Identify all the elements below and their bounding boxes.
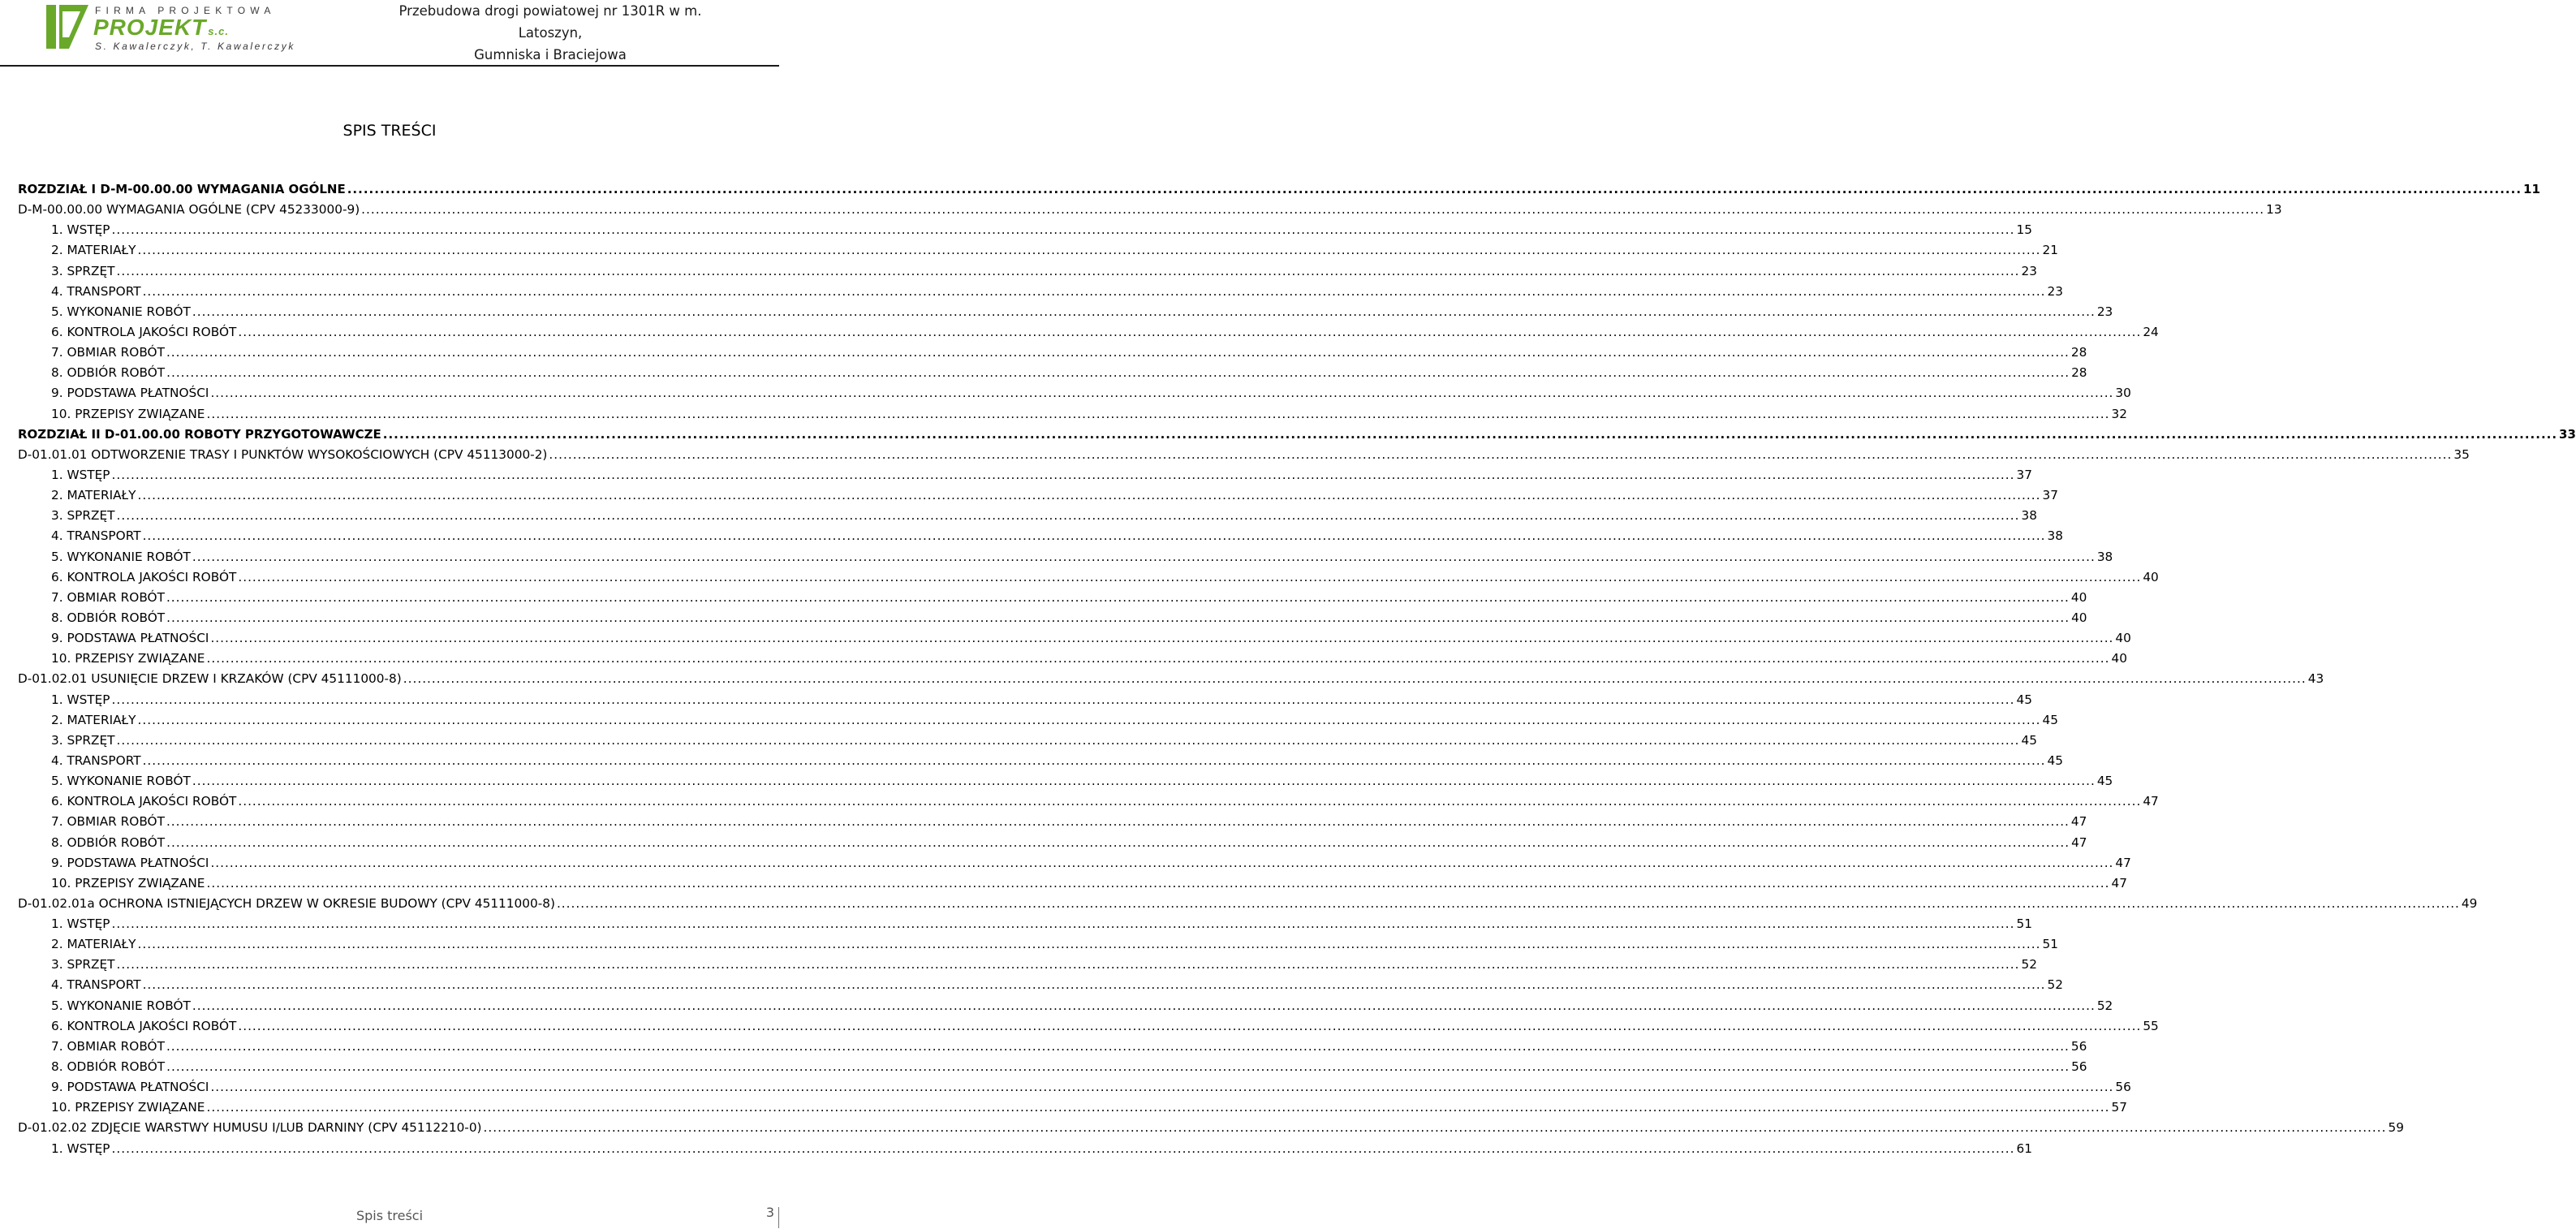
toc-entry[interactable]: [18, 240, 2058, 261]
toc-entry[interactable]: [18, 771, 2113, 791]
toc-leader-dots: ................................................................................................................................................................................................................................................................................................................................................................................................................: [382, 426, 2558, 442]
toc-leader-dots: ................................................................................................................................................................................................................................................................................................................................................................................................................: [206, 1100, 2110, 1115]
toc-entry-page: 38: [2096, 549, 2113, 564]
toc-leader-dots: ................................................................................................................................................................................................................................................................................................................................................................................................................: [192, 774, 2096, 789]
toc-entry-title: D-01.02.01 USUNIĘCIE DRZEW I KRZAKÓW (CPV 45111000-8): [18, 671, 402, 687]
toc-entry-title: 7. OBMIAR ROBÓT: [51, 814, 165, 830]
table-of-contents: [18, 179, 2576, 1159]
toc-entry-page: 37: [2016, 467, 2032, 482]
toc-leader-dots: ................................................................................................................................................................................................................................................................................................................................................................................................................: [116, 508, 2020, 524]
toc-entry-title: 9. PODSTAWA PŁATNOŚCI: [51, 386, 209, 401]
toc-leader-dots: ................................................................................................................................................................................................................................................................................................................................................................................................................: [137, 243, 2041, 258]
toc-entry[interactable]: [18, 894, 2478, 914]
toc-entry[interactable]: [18, 1037, 2087, 1057]
toc-entry-page: 23: [2047, 283, 2064, 299]
document-title-line-1: Przebudowa drogi powiatowej nr 1301R w m. Latoszyn,: [398, 3, 702, 41]
toc-entry-page: 13: [2266, 202, 2282, 218]
toc-leader-dots: ................................................................................................................................................................................................................................................................................................................................................................................................................: [137, 937, 2041, 952]
toc-entry[interactable]: [18, 914, 2032, 934]
toc-entry[interactable]: [18, 628, 2131, 649]
logo-names-text: S. Kawalerczyk, T. Kawalerczyk: [95, 41, 295, 52]
toc-entry-title: D-01.01.01 ODTWORZENIE TRASY I PUNKTÓW WYSOKOŚCIOWYCH (CPV 45113000-2): [18, 446, 548, 462]
toc-entry-page: 33: [2559, 426, 2576, 442]
toc-entry[interactable]: [18, 791, 2159, 812]
toc-entry[interactable]: [18, 608, 2087, 628]
footer-divider: [778, 1207, 779, 1228]
toc-entry[interactable]: [18, 833, 2087, 853]
toc-leader-dots: ................................................................................................................................................................................................................................................................................................................................................................................................................: [483, 1120, 2387, 1136]
toc-entry-title: 5. WYKONANIE ROBÓT: [51, 774, 191, 789]
toc-entry-title: 1. WSTĘP: [51, 467, 110, 482]
toc-entry-title: 7. OBMIAR ROBÓT: [51, 1038, 165, 1054]
toc-entry-page: 40: [2143, 569, 2159, 584]
toc-leader-dots: ................................................................................................................................................................................................................................................................................................................................................................................................................: [116, 263, 2020, 278]
toc-entry-page: 38: [2047, 528, 2064, 544]
toc-leader-dots: ................................................................................................................................................................................................................................................................................................................................................................................................................: [116, 732, 2020, 748]
toc-entry-title: 1. WSTĘP: [51, 916, 110, 932]
toc-entry-title: 10. PRZEPISY ZWIĄZANE: [51, 1100, 205, 1115]
toc-leader-dots: ................................................................................................................................................................................................................................................................................................................................................................................................................: [210, 631, 2114, 646]
toc-entry-title: 2. MATERIAŁY: [51, 937, 136, 952]
toc-leader-dots: ................................................................................................................................................................................................................................................................................................................................................................................................................: [111, 1141, 2015, 1156]
toc-entry[interactable]: [18, 1077, 2131, 1097]
toc-entry-title: 9. PODSTAWA PŁATNOŚCI: [51, 855, 209, 870]
toc-entry-title: 6. KONTROLA JAKOŚCI ROBÓT: [51, 569, 237, 584]
toc-entry-title: 8. ODBIÓR ROBÓT: [51, 834, 166, 850]
toc-entry[interactable]: [18, 975, 2064, 995]
footer-label: Spis treści: [355, 1208, 424, 1223]
toc-entry-page: 52: [2047, 977, 2064, 993]
toc-entry[interactable]: [18, 690, 2032, 710]
toc-entry-page: 11: [2523, 182, 2540, 196]
toc-leader-dots: ................................................................................................................................................................................................................................................................................................................................................................................................................: [210, 386, 2114, 401]
toc-entry-page: 24: [2143, 324, 2159, 339]
toc-entry-page: 47: [2111, 875, 2127, 890]
toc-leader-dots: ................................................................................................................................................................................................................................................................................................................................................................................................................: [192, 304, 2096, 319]
toc-entry[interactable]: [18, 649, 2127, 669]
toc-entry-title: D-01.02.02 ZDJĘCIE WARSTWY HUMUSU I/LUB DARNINY (CPV 45112210-0): [18, 1120, 482, 1136]
toc-leader-dots: ................................................................................................................................................................................................................................................................................................................................................................................................................: [238, 324, 2142, 339]
toc-entry-title: 1. WSTĘP: [51, 1141, 110, 1156]
toc-entry-page: 56: [2115, 1080, 2131, 1095]
toc-entry[interactable]: [18, 996, 2113, 1016]
toc-entry[interactable]: [18, 465, 2032, 485]
toc-entry-page: 61: [2016, 1141, 2032, 1156]
toc-entry-title: 2. MATERIAŁY: [51, 488, 136, 503]
toc-entry[interactable]: [18, 1139, 2032, 1159]
toc-entry-title: ROZDZIAŁ I D-M-00.00.00 WYMAGANIA OGÓLNE: [18, 182, 346, 196]
toc-entry-page: 55: [2143, 1018, 2159, 1033]
toc-entry[interactable]: [18, 261, 2037, 282]
toc-entry-page: 47: [2115, 855, 2131, 870]
toc-entry[interactable]: [18, 751, 2064, 771]
toc-entry-page: 56: [2070, 1038, 2087, 1054]
toc-entry-page: 51: [2042, 937, 2058, 952]
toc-entry-title: 2. MATERIAŁY: [51, 243, 136, 258]
toc-entry[interactable]: [18, 200, 2282, 220]
toc-leader-dots: ................................................................................................................................................................................................................................................................................................................................................................................................................: [142, 977, 2046, 993]
toc-leader-dots: ................................................................................................................................................................................................................................................................................................................................................................................................................: [361, 202, 2265, 218]
toc-leader-dots: ................................................................................................................................................................................................................................................................................................................................................................................................................: [111, 916, 2015, 932]
toc-leader-dots: ................................................................................................................................................................................................................................................................................................................................................................................................................: [142, 283, 2046, 299]
toc-entry[interactable]: [18, 1057, 2087, 1077]
toc-entry[interactable]: [18, 322, 2159, 343]
toc-leader-dots: ................................................................................................................................................................................................................................................................................................................................................................................................................: [142, 752, 2046, 768]
toc-entry[interactable]: [18, 588, 2087, 608]
toc-leader-dots: ................................................................................................................................................................................................................................................................................................................................................................................................................: [556, 895, 2460, 911]
toc-leader-dots: ................................................................................................................................................................................................................................................................................................................................................................................................................: [137, 488, 2041, 503]
toc-entry[interactable]: [18, 485, 2058, 506]
toc-entry-title: 4. TRANSPORT: [51, 528, 141, 544]
toc-entry-title: 10. PRZEPISY ZWIĄZANE: [51, 651, 205, 666]
toc-entry-title: 10. PRZEPISY ZWIĄZANE: [51, 406, 205, 421]
toc-entry-title: 6. KONTROLA JAKOŚCI ROBÓT: [51, 794, 237, 809]
page-number: 3: [765, 1205, 774, 1220]
toc-entry-title: 4. TRANSPORT: [51, 977, 141, 993]
toc-entry[interactable]: [18, 179, 2540, 200]
toc-leader-dots: ................................................................................................................................................................................................................................................................................................................................................................................................................: [238, 569, 2142, 584]
toc-entry[interactable]: [18, 506, 2037, 526]
toc-entry-title: 6. KONTROLA JAKOŚCI ROBÓT: [51, 1018, 237, 1033]
toc-entry[interactable]: [18, 404, 2127, 425]
toc-entry-title: 4. TRANSPORT: [51, 752, 141, 768]
toc-entry[interactable]: [18, 425, 2576, 445]
company-logo: [45, 3, 295, 54]
toc-leader-dots: ................................................................................................................................................................................................................................................................................................................................................................................................................: [347, 182, 2522, 196]
toc-entry-title: 4. TRANSPORT: [51, 283, 141, 299]
toc-entry-page: 35: [2453, 446, 2470, 462]
toc-entry-title: 5. WYKONANIE ROBÓT: [51, 549, 191, 564]
toc-leader-dots: ................................................................................................................................................................................................................................................................................................................................................................................................................: [549, 446, 2453, 462]
toc-leader-dots: ................................................................................................................................................................................................................................................................................................................................................................................................................: [206, 406, 2110, 421]
logo-mark-icon: [45, 3, 90, 50]
toc-leader-dots: ................................................................................................................................................................................................................................................................................................................................................................................................................: [166, 1059, 2070, 1075]
document-title: [372, 0, 729, 66]
toc-leader-dots: ................................................................................................................................................................................................................................................................................................................................................................................................................: [192, 549, 2096, 564]
toc-entry[interactable]: [18, 220, 2032, 240]
toc-entry-page: 45: [2016, 692, 2032, 707]
toc-entry[interactable]: [18, 1097, 2127, 1118]
toc-leader-dots: ................................................................................................................................................................................................................................................................................................................................................................................................................: [166, 814, 2070, 830]
toc-entry[interactable]: [18, 363, 2087, 383]
toc-entry-page: 40: [2115, 631, 2131, 646]
toc-leader-dots: ................................................................................................................................................................................................................................................................................................................................................................................................................: [111, 467, 2015, 482]
toc-entry[interactable]: [18, 343, 2087, 363]
toc-entry-page: 28: [2070, 345, 2087, 360]
toc-entry[interactable]: [18, 669, 2324, 689]
toc-entry-page: 47: [2143, 794, 2159, 809]
toc-entry[interactable]: [18, 873, 2127, 894]
toc-title: SPIS TREŚCI: [342, 122, 437, 140]
toc-entry-title: 1. WSTĘP: [51, 222, 110, 238]
toc-leader-dots: ................................................................................................................................................................................................................................................................................................................................................................................................................: [111, 222, 2015, 238]
toc-entry[interactable]: [18, 383, 2131, 403]
header-divider: [0, 65, 779, 67]
toc-entry-page: 30: [2115, 386, 2131, 401]
toc-entry-title: 9. PODSTAWA PŁATNOŚCI: [51, 1080, 209, 1095]
toc-entry-page: 47: [2071, 834, 2087, 850]
toc-leader-dots: ................................................................................................................................................................................................................................................................................................................................................................................................................: [403, 671, 2307, 687]
toc-entry-title: D-01.02.01a OCHRONA ISTNIEJĄCYCH DRZEW W OKRESIE BUDOWY (CPV 45111000-8): [18, 895, 555, 911]
toc-entry-page: 15: [2016, 222, 2032, 238]
toc-entry-page: 52: [2096, 998, 2113, 1013]
toc-entry[interactable]: [18, 1118, 2404, 1138]
toc-entry[interactable]: [18, 934, 2058, 955]
toc-entry-title: 2. MATERIAŁY: [51, 712, 136, 727]
logo-brand-text: [93, 15, 229, 41]
toc-leader-dots: ................................................................................................................................................................................................................................................................................................................................................................................................................: [210, 855, 2114, 870]
toc-entry-page: 45: [2096, 774, 2113, 789]
toc-entry-title: 3. SPRZĘT: [51, 732, 115, 748]
toc-entry[interactable]: [18, 812, 2087, 832]
toc-entry-title: 5. WYKONANIE ROBÓT: [51, 998, 191, 1013]
toc-entry-page: 56: [2071, 1059, 2087, 1075]
toc-entry-title: 5. WYKONANIE ROBÓT: [51, 304, 191, 319]
page-header: [0, 0, 779, 65]
toc-entry[interactable]: [18, 445, 2470, 465]
toc-entry-title: 8. ODBIÓR ROBÓT: [51, 1059, 166, 1075]
toc-leader-dots: ................................................................................................................................................................................................................................................................................................................................................................................................................: [166, 345, 2070, 360]
toc-entry-page: 21: [2042, 243, 2058, 258]
toc-entry[interactable]: [18, 955, 2037, 975]
toc-entry-page: 40: [2070, 589, 2087, 605]
toc-entry-page: 40: [2071, 610, 2087, 625]
toc-leader-dots: ................................................................................................................................................................................................................................................................................................................................................................................................................: [166, 1038, 2070, 1054]
logo-firma-text: FIRMA PROJEKTOWA: [95, 5, 276, 16]
toc-leader-dots: ................................................................................................................................................................................................................................................................................................................................................................................................................: [137, 712, 2041, 727]
toc-leader-dots: ................................................................................................................................................................................................................................................................................................................................................................................................................: [166, 365, 2070, 381]
toc-entry-title: 1. WSTĘP: [51, 692, 110, 707]
toc-entry-page: 37: [2042, 488, 2058, 503]
toc-entry-title: D-M-00.00.00 WYMAGANIA OGÓLNE (CPV 45233000-9): [18, 202, 360, 218]
toc-entry-title: 10. PRZEPISY ZWIĄZANE: [51, 875, 205, 890]
toc-leader-dots: ................................................................................................................................................................................................................................................................................................................................................................................................................: [116, 957, 2020, 972]
toc-entry[interactable]: [18, 282, 2064, 302]
toc-leader-dots: ................................................................................................................................................................................................................................................................................................................................................................................................................: [210, 1080, 2114, 1095]
toc-leader-dots: ................................................................................................................................................................................................................................................................................................................................................................................................................: [206, 875, 2110, 890]
toc-leader-dots: ................................................................................................................................................................................................................................................................................................................................................................................................................: [166, 589, 2070, 605]
toc-entry-title: 8. ODBIÓR ROBÓT: [51, 365, 166, 381]
toc-entry-title: ROZDZIAŁ II D-01.00.00 ROBOTY PRZYGOTOWAWCZE: [18, 426, 381, 442]
toc-leader-dots: ................................................................................................................................................................................................................................................................................................................................................................................................................: [238, 794, 2142, 809]
toc-entry-title: 7. OBMIAR ROBÓT: [51, 345, 165, 360]
toc-entry-title: 3. SPRZĘT: [51, 263, 115, 278]
toc-leader-dots: ................................................................................................................................................................................................................................................................................................................................................................................................................: [166, 834, 2070, 850]
document-title-line-2: Gumniska i Braciejowa: [474, 47, 627, 63]
toc-entry-page: 32: [2111, 406, 2127, 421]
toc-entry-page: 45: [2047, 752, 2064, 768]
toc-entry-title: 8. ODBIÓR ROBÓT: [51, 610, 166, 625]
toc-entry-title: 3. SPRZĘT: [51, 508, 115, 524]
toc-entry[interactable]: [18, 710, 2058, 731]
toc-entry-title: 9. PODSTAWA PŁATNOŚCI: [51, 631, 209, 646]
toc-entry[interactable]: [18, 302, 2113, 322]
toc-leader-dots: ................................................................................................................................................................................................................................................................................................................................................................................................................: [192, 998, 2096, 1013]
toc-entry[interactable]: [18, 731, 2037, 751]
toc-leader-dots: ................................................................................................................................................................................................................................................................................................................................................................................................................: [166, 610, 2070, 625]
toc-leader-dots: ................................................................................................................................................................................................................................................................................................................................................................................................................: [238, 1018, 2142, 1033]
toc-entry-page: 40: [2111, 651, 2127, 666]
toc-entry[interactable]: [18, 547, 2113, 567]
toc-entry-title: 3. SPRZĘT: [51, 957, 115, 972]
toc-entry-title: 7. OBMIAR ROBÓT: [51, 589, 165, 605]
toc-entry[interactable]: [18, 853, 2131, 873]
toc-entry[interactable]: [18, 1016, 2159, 1037]
toc-entry[interactable]: [18, 567, 2159, 588]
toc-entry[interactable]: [18, 526, 2064, 546]
toc-leader-dots: ................................................................................................................................................................................................................................................................................................................................................................................................................: [111, 692, 2015, 707]
logo-brand-name: PROJEKT: [93, 15, 207, 40]
toc-leader-dots: ................................................................................................................................................................................................................................................................................................................................................................................................................: [142, 528, 2046, 544]
toc-entry-page: 49: [2461, 895, 2478, 911]
toc-entry-page: 47: [2070, 814, 2087, 830]
toc-entry-page: 52: [2021, 957, 2037, 972]
toc-entry-page: 45: [2042, 712, 2058, 727]
toc-entry-page: 57: [2111, 1100, 2127, 1115]
toc-entry-page: 51: [2016, 916, 2032, 932]
toc-entry-page: 23: [2096, 304, 2113, 319]
toc-entry-page: 45: [2021, 732, 2037, 748]
toc-entry-page: 23: [2021, 263, 2037, 278]
toc-entry-page: 59: [2388, 1120, 2404, 1136]
toc-entry-page: 38: [2021, 508, 2037, 524]
toc-entry-page: 43: [2307, 671, 2324, 687]
toc-leader-dots: ................................................................................................................................................................................................................................................................................................................................................................................................................: [206, 651, 2110, 666]
toc-entry-title: 6. KONTROLA JAKOŚCI ROBÓT: [51, 324, 237, 339]
logo-brand-suffix: s.c.: [208, 25, 229, 37]
toc-entry-page: 28: [2071, 365, 2087, 381]
